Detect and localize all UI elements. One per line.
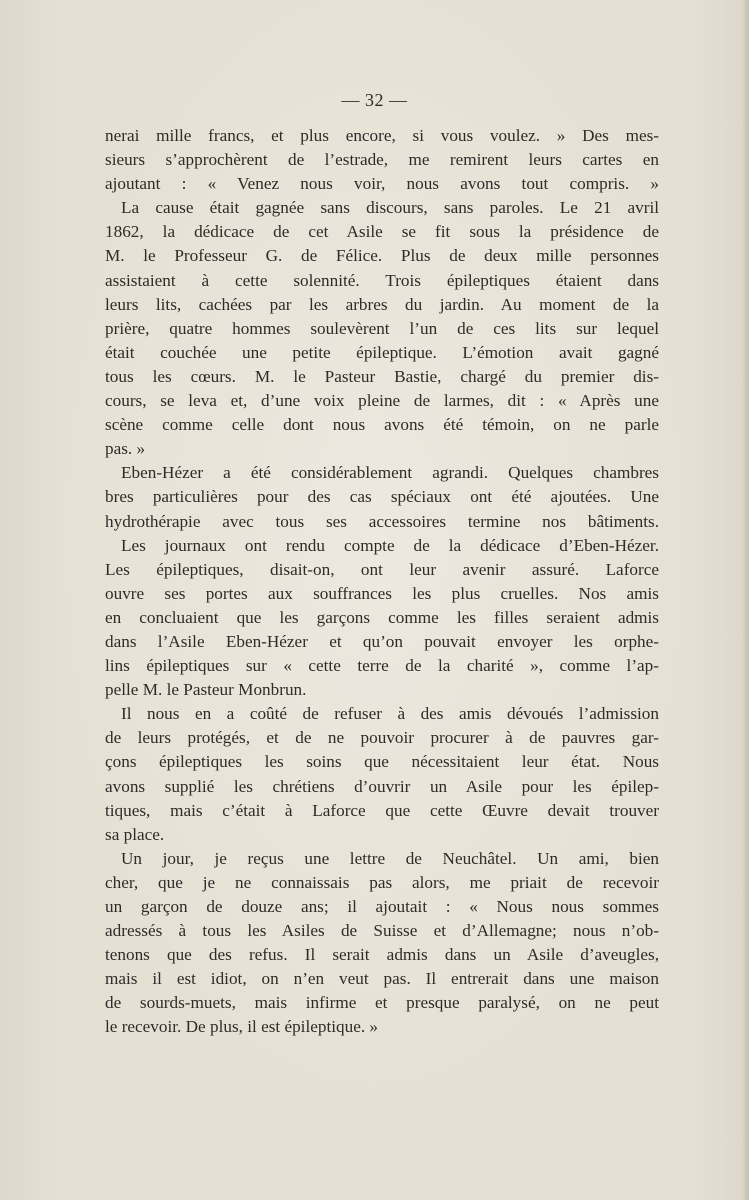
text-line: 1862, la dédicace de cet Asile se fit sous la présidence de — [105, 222, 659, 242]
text-line: lins épileptiques sur « cette terre de la charité », comme l’ap- — [105, 656, 659, 676]
body-text — [105, 124, 659, 1040]
text-line: ouvre ses portes aux souffrances les plus cruelles. Nos amis — [105, 583, 659, 603]
text-line: de leurs protégés, et de ne pouvoir procurer à de pauvres gar- — [105, 728, 659, 748]
text-line: cher, que je ne connaissais pas alors, me priait de recevoir — [105, 872, 659, 892]
text-line: Un jour, je reçus une lettre de Neuchâtel. Un ami, bien — [121, 848, 659, 868]
text-line: assistaient à cette solennité. Trois épileptiques étaient dans — [105, 270, 659, 290]
text-line: en concluaient que les garçons comme les filles seraient admis — [105, 607, 659, 627]
text-line: Il nous en a coûté de refuser à des amis dévoués l’admission — [121, 704, 659, 724]
text-line: Les épileptiques, disait-on, ont leur avenir assuré. Laforce — [105, 559, 659, 579]
text-line: bres particulières pour des cas spéciaux ont été ajoutées. Une — [105, 487, 659, 507]
page-edge-shadow — [741, 0, 749, 1200]
text-line: scène comme celle dont nous avons été témoin, on ne parle — [105, 415, 659, 435]
text-line: le recevoir. De plus, il est épileptique. » — [105, 1017, 379, 1037]
text-line: sieurs s’approchèrent de l’estrade, me remirent leurs cartes en — [105, 150, 659, 170]
text-line: nerai mille francs, et plus encore, si vous voulez. » Des mes- — [105, 126, 659, 145]
text-line: prière, quatre hommes soulevèrent l’un de ces lits sur lequel — [105, 318, 659, 338]
text-line: pas. » — [105, 439, 146, 459]
text-line: çons épileptiques les soins que nécessitaient leur état. Nous — [105, 752, 659, 772]
text-line: hydrothérapie avec tous ses accessoires termine nos bâtiments. — [105, 511, 659, 531]
text-line: adressés à tous les Asiles de Suisse et d’Allemagne; nous n’ob- — [105, 921, 659, 941]
text-line: tiques, mais c’était à Laforce que cette Œuvre devait trouver — [105, 800, 659, 820]
page-number: — 32 — — [341, 90, 408, 110]
text-line: mais il est idiot, on n’en veut pas. Il entrerait dans une maison — [105, 969, 659, 989]
text-line: Eben-Hézer a été considérablement agrandi. Quelques chambres — [121, 463, 659, 483]
text-line: avons supplié les chrétiens d’ouvrir un Asile pour les épilep- — [105, 776, 659, 796]
text-line: cours, se leva et, d’une voix pleine de larmes, dit : « Après une — [105, 391, 659, 411]
text-line: de sourds-muets, mais infirme et presque paralysé, on ne peut — [105, 993, 659, 1013]
text-line: pelle M. le Pasteur Monbrun. — [105, 680, 307, 700]
text-line: dans l’Asile Eben-Hézer et qu’on pouvait envoyer les orphe- — [105, 631, 659, 651]
text-line: La cause était gagnée sans discours, sans paroles. Le 21 avril — [121, 198, 659, 218]
text-line: leurs lits, cachées par les arbres du jardin. Au moment de la — [105, 294, 659, 314]
text-line: un garçon de douze ans; il ajoutait : « Nous nous sommes — [105, 897, 659, 916]
text-line: tenons que des refus. Il serait admis dans un Asile d’aveugles, — [105, 945, 659, 965]
text-line: M. le Professeur G. de Félice. Plus de deux mille personnes — [105, 246, 659, 266]
text-line: tous les cœurs. M. le Pasteur Bastie, chargé du premier dis- — [105, 366, 659, 386]
text-line: sa place. — [105, 824, 165, 844]
text-line: Les journaux ont rendu compte de la dédicace d’Eben-Hézer. — [121, 535, 659, 555]
text-line: était couchée une petite épileptique. L’émotion avait gagné — [105, 342, 659, 362]
text-line: ajoutant : « Venez nous voir, nous avons tout compris. » — [105, 174, 659, 194]
